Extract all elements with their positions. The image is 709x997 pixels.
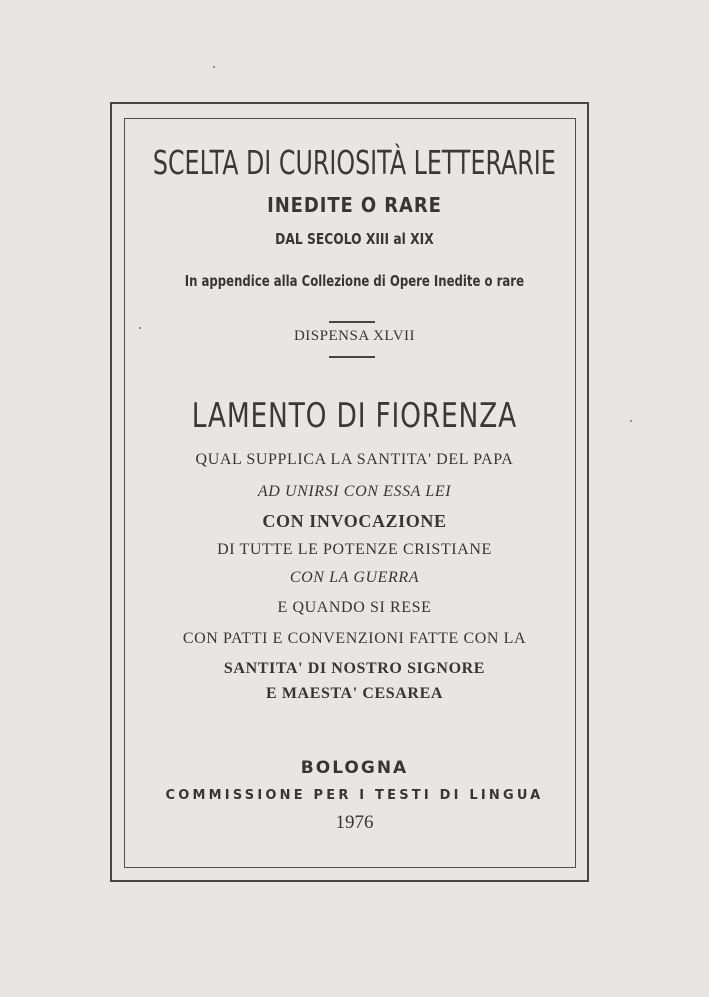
work-line-8: SANTITA' DI NOSTRO SIGNORE bbox=[223, 660, 486, 677]
series-period: DAL SECOLO XIII al XIX bbox=[275, 230, 434, 248]
paper-speck bbox=[213, 66, 215, 68]
issue-number: DISPENSA XLVII bbox=[293, 328, 416, 344]
imprint-publisher: COMMISSIONE PER I TESTI DI LINGUA bbox=[165, 788, 544, 803]
work-line-2: AD UNIRSI CON ESSA LEI bbox=[257, 483, 452, 500]
work-line-4: DI TUTTE LE POTENZE CRISTIANE bbox=[217, 541, 492, 558]
work-line-9: E MAESTA' CESAREA bbox=[265, 685, 444, 702]
imprint-city: BOLOGNA bbox=[300, 758, 409, 778]
work-title: LAMENTO DI FIORENZA bbox=[191, 396, 518, 436]
work-line-7: CON PATTI E CONVENZIONI FATTE CON LA bbox=[182, 630, 527, 647]
paper-speck bbox=[139, 327, 141, 329]
series-subtitle: INEDITE O RARE bbox=[267, 193, 442, 217]
appendix-note: In appendice alla Collezione di Opere Inedite o rare bbox=[184, 272, 525, 290]
divider-top bbox=[329, 321, 375, 323]
work-line-6: E QUANDO SI RESE bbox=[277, 599, 432, 616]
imprint-year: 1976 bbox=[335, 812, 374, 833]
divider-bottom bbox=[329, 356, 375, 358]
work-line-3: CON INVOCAZIONE bbox=[262, 511, 447, 531]
work-line-1: QUAL SUPPLICA LA SANTITA' DEL PAPA bbox=[195, 451, 514, 468]
series-title: SCELTA DI CURIOSITÀ LETTERARIE bbox=[152, 143, 556, 182]
paper-speck bbox=[630, 420, 632, 422]
work-line-5: CON LA GUERRA bbox=[289, 569, 420, 586]
